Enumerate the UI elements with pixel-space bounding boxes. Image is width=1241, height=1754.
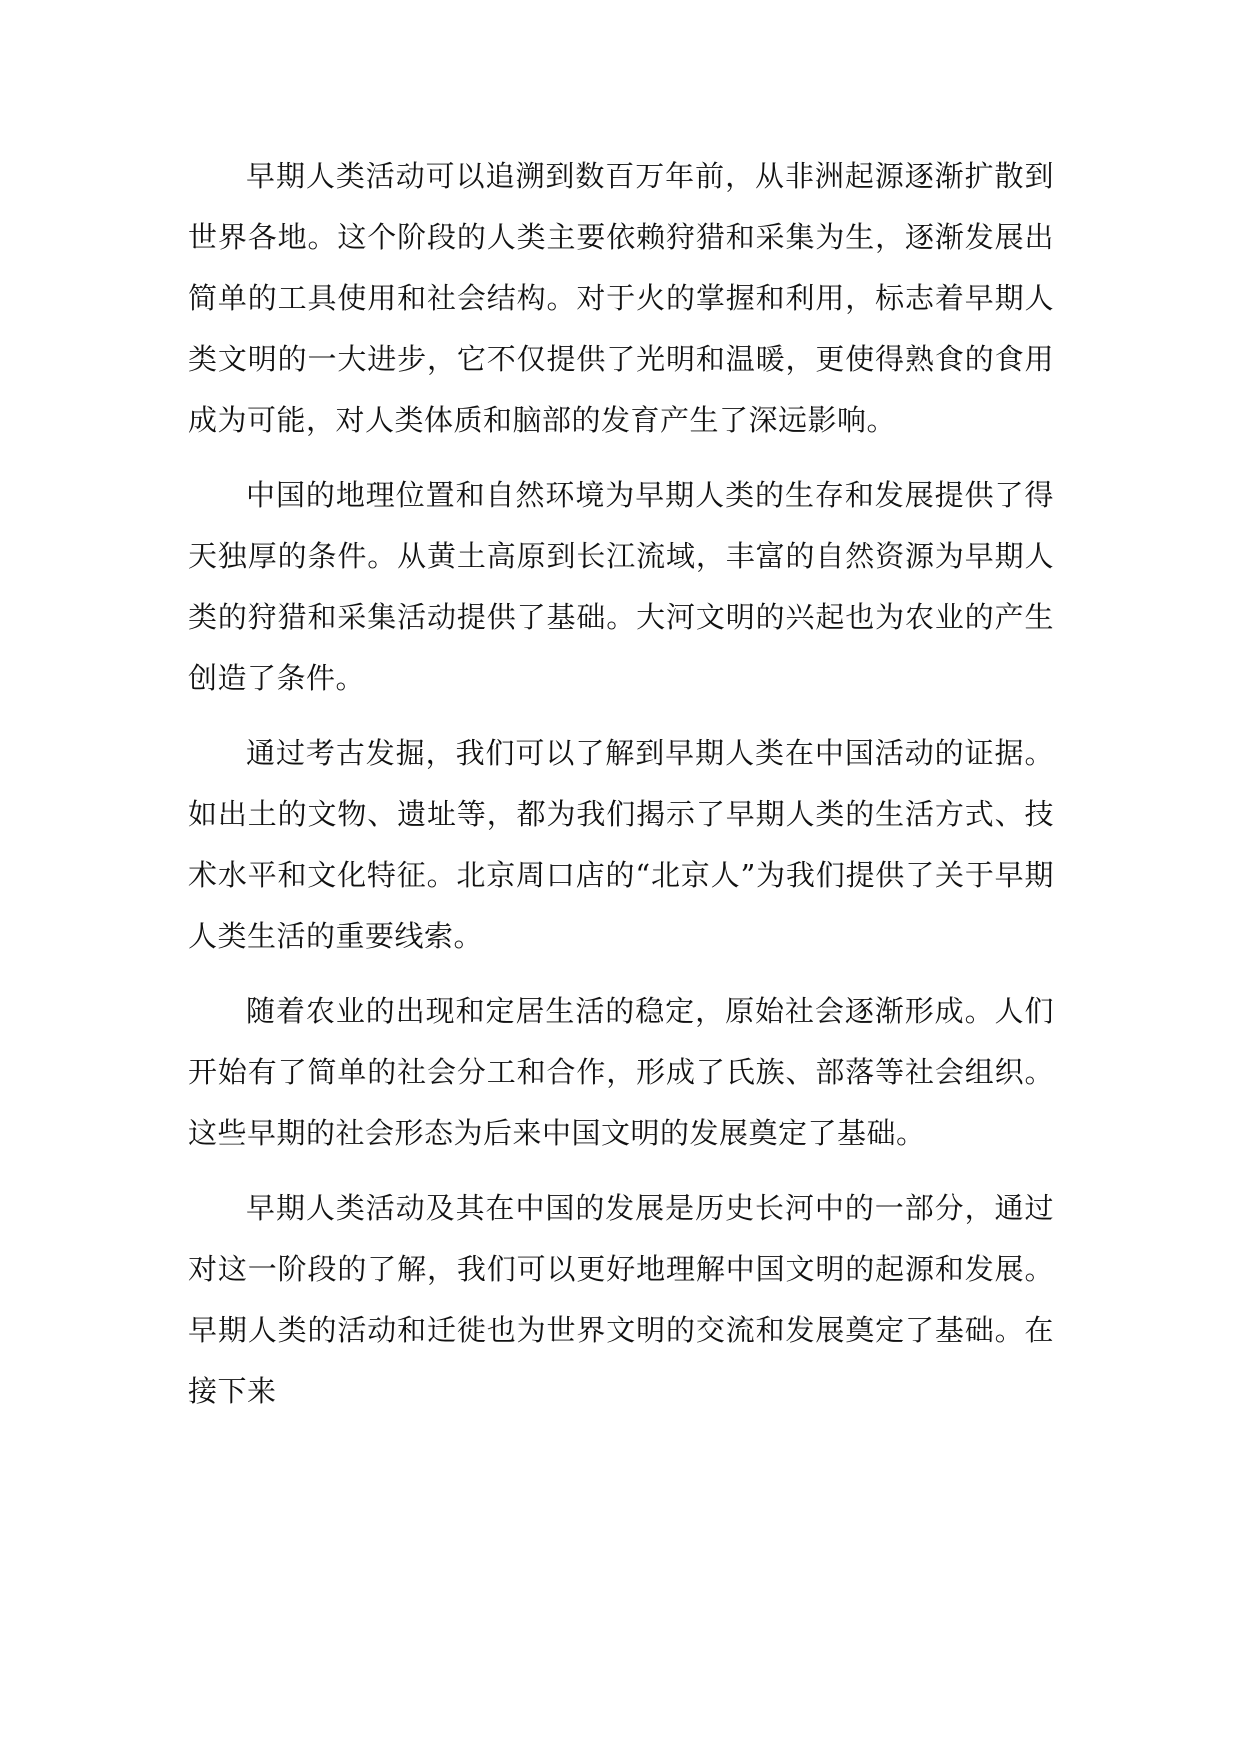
paragraph-early-human-activity: 早期人类活动可以追溯到数百万年前，从非洲起源逐渐扩散到世界各地。这个阶段的人类主要依赖狩猎和采集为生，逐渐发展出简单的工具使用和社会结构。对于火的掌握和利用，标志着早期人类文明的一大进步，它不仅提供了光明和温暖，更使得熟食的食用成为可能，对人类体质和脑部的发育产生了深远影响。 <box>188 159 1054 437</box>
paragraph-conclusion: 早期人类活动及其在中国的发展是历史长河中的一部分，通过对这一阶段的了解，我们可以更好地理解中国文明的起源和发展。早期人类的活动和迁徙也为世界文明的交流和发展奠定了基础。在接下来 <box>188 1191 1054 1408</box>
paragraph-archaeology: 通过考古发掘，我们可以了解到早期人类在中国活动的证据。如出土的文物、遗址等，都为我们揭示了早期人类的生活方式、技术水平和文化特征。北京周口店的“北京人”为我们提供了关于早期人类生活的重要线索。 <box>188 736 1054 953</box>
paragraph-primitive-society: 随着农业的出现和定居生活的稳定，原始社会逐渐形成。人们开始有了简单的社会分工和合作，形成了氏族、部落等社会组织。这些早期的社会形态为后来中国文明的发展奠定了基础。 <box>188 994 1054 1150</box>
paragraph-china-geography: 中国的地理位置和自然环境为早期人类的生存和发展提供了得天独厚的条件。从黄土高原到长江流域，丰富的自然资源为早期人类的狩猎和采集活动提供了基础。大河文明的兴起也为农业的产生创造了条件。 <box>188 478 1054 695</box>
document-body <box>188 146 1054 1436</box>
